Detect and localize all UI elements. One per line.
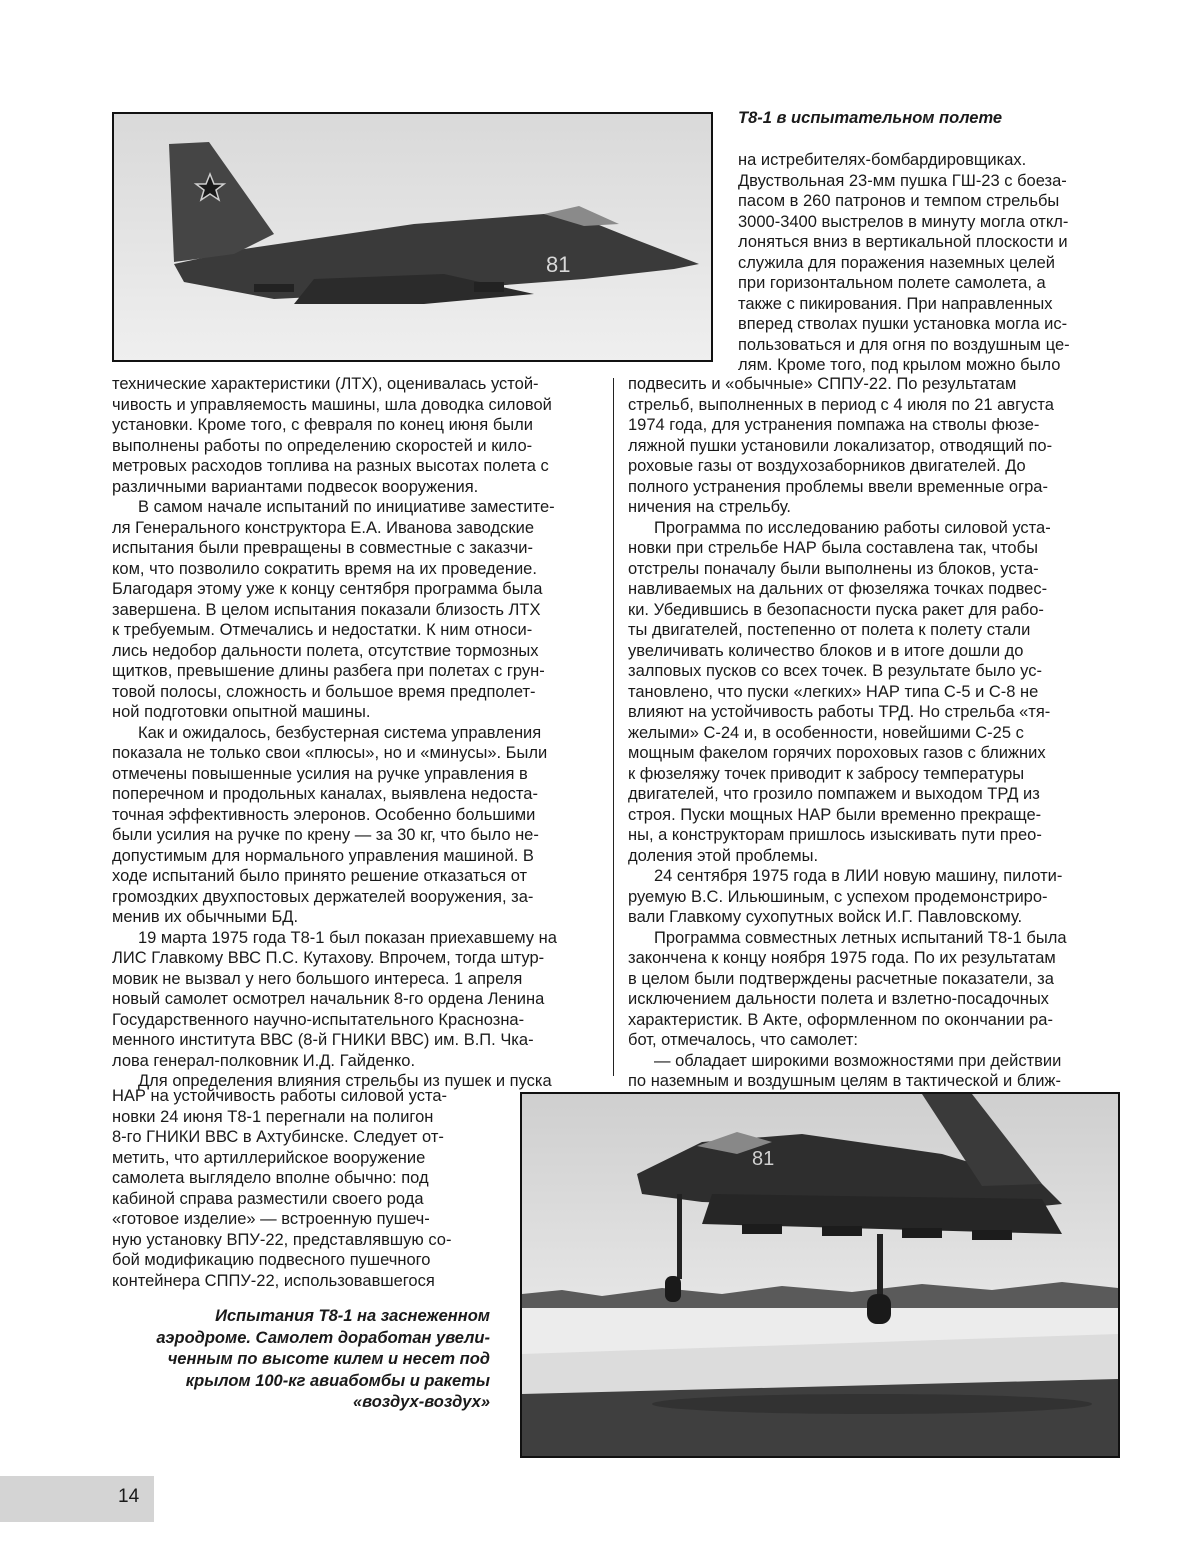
right-para-2-line: тановлено, что пуски «легких» НАР типа С-5 и С-8 не bbox=[628, 682, 1039, 701]
column-divider bbox=[613, 378, 614, 1076]
left-para-4-line: Государственного научно-испытательного Краснозна- bbox=[112, 1010, 525, 1029]
right-para-2-line: доления этой проблемы. bbox=[628, 846, 819, 865]
left-para-4-line: новый самолет осмотрел начальник 8-го ордена Ленина bbox=[112, 990, 545, 1008]
left-para-4-line: мовик не вызвал у него большого интереса. 1 апреля bbox=[112, 969, 523, 988]
right-para-4-line: закончена к концу ноября 1975 года. По их результатам bbox=[628, 949, 1056, 967]
left-para-1-line: различными вариантами подвесок вооружения. bbox=[112, 477, 479, 496]
left-para-3-line: ходе испытаний было принято решение отказаться от bbox=[112, 867, 528, 885]
left-para-2-line: к требуемым. Отмечались и недостатки. К ним относи- bbox=[112, 621, 533, 639]
right-para-2-line: отстрелы поначалу были выполнены из блоков, уста- bbox=[628, 559, 1039, 578]
left-para-3-line: громоздких двухпостовых держателей вооружения, за- bbox=[112, 887, 534, 906]
right-para-4-line: в целом были подтверждены расчетные показатели, за bbox=[628, 969, 1054, 988]
right-top-line: на истребителях-бомбардировщиках. bbox=[738, 151, 1027, 169]
left-para-3-line: показала не только свои «плюсы», но и «минусы». Были bbox=[112, 744, 548, 762]
right-para-5-line: — обладает широкими возможностями при действии bbox=[654, 1051, 1062, 1070]
right-para-2-line: двигателей, что грозило помпажем и выходом ТРД из bbox=[628, 785, 1040, 803]
right-top-line: вперед стволах пушки установка могла ис- bbox=[738, 315, 1068, 333]
right-para-4-line: характеристик. В Акте, оформленном по окончании ра- bbox=[628, 1010, 1053, 1029]
right-top-text bbox=[738, 150, 1116, 376]
left-column-text bbox=[112, 374, 599, 1092]
left-para-2-line: ной подготовки опытной машины. bbox=[112, 703, 371, 721]
right-para-3-line: вали Главкому сухопутных войск И.Г. Павловскому. bbox=[628, 908, 1023, 926]
left-para-1-line: метровых расходов топлива на разных высотах полета с bbox=[112, 457, 549, 475]
left-bottom-text bbox=[112, 1086, 490, 1291]
right-para-2-line: навливаемых на дальних от фюзеляжа точках подвес- bbox=[628, 580, 1048, 598]
left-para-5-line: Для определения влияния стрельбы из пушек и пуска bbox=[138, 1072, 552, 1090]
left-bottom-line: 8-го ГНИКИ ВВС в Ахтубинске. Следует от- bbox=[112, 1128, 444, 1146]
left-bottom-line: новки 24 июня Т8-1 перегнали на полигон bbox=[112, 1107, 434, 1126]
left-bottom-line: ную установку ВПУ-22, представлявшую со- bbox=[112, 1230, 452, 1249]
right-para-3-line: 24 сентября 1975 года в ЛИИ новую машину, пилоти- bbox=[654, 867, 1063, 885]
left-bottom-line: «готовое изделие» — встроенную пушеч- bbox=[112, 1210, 430, 1228]
left-para-4-line: ЛИС Главкому ВВС П.С. Кутахову. Впрочем, тогда штур- bbox=[112, 949, 545, 967]
left-para-4-line: лова генерал-полковник И.Д. Гайденко. bbox=[112, 1051, 416, 1070]
left-para-2-line: товой полосы, сложность и большое время предполет- bbox=[112, 682, 536, 701]
left-bottom-line: бой модификацию подвесного пушечного bbox=[112, 1251, 431, 1269]
left-para-2-line: ком, что позволило сократить время на их проведение. bbox=[112, 559, 537, 578]
left-bottom-line: метить, что артиллерийское вооружение bbox=[112, 1148, 426, 1167]
right-top-line: также с пикирования. При направленных bbox=[738, 294, 1053, 313]
photo-bottom-caption-line: «воздух-воздух» bbox=[352, 1393, 490, 1411]
left-bottom-line: кабиной справа разместили своего рода bbox=[112, 1189, 424, 1208]
right-column-text bbox=[628, 374, 1116, 1092]
right-para-2-line: желыми» С-24 и, в особенности, новейшими С-25 с bbox=[628, 723, 1024, 742]
left-para-1-line: чивость и управляемость машины, шла доводка силовой bbox=[112, 395, 552, 414]
right-para-2-line: ки. Убедившись в безопасности пуска ракет для рабо- bbox=[628, 600, 1044, 619]
right-para-2-line: к фюзеляжу точек приводит к забросу температуры bbox=[628, 764, 1025, 783]
right-para-1-line: полного устранения проблемы ввели временные огра- bbox=[628, 477, 1048, 496]
right-para-2-line: влияют на устойчивость работы ТРД. Но стрельба «тя- bbox=[628, 703, 1051, 721]
left-para-2-line: В самом начале испытаний по инициативе заместите- bbox=[138, 498, 555, 516]
left-para-1-line: выполнены работы по определению скоростей и кило- bbox=[112, 436, 533, 455]
right-top-line: служила для поражения наземных целей bbox=[738, 253, 1055, 272]
page-number: 14 bbox=[118, 1486, 140, 1507]
right-top-line: при горизонтальном полете самолета, а bbox=[738, 274, 1046, 292]
left-bottom-line: самолета выглядело вполне обычно: под bbox=[112, 1169, 429, 1187]
right-para-2-line: мощным факелом горячих пороховых газов с ближних bbox=[628, 744, 1046, 762]
right-top-line: Двуствольная 23-мм пушка ГШ-23 с боеза- bbox=[738, 171, 1067, 190]
left-para-3-line: допустимым для нормального управления машиной. В bbox=[112, 846, 534, 865]
right-top-line: 3000-3400 выстрелов в минуту могла откл- bbox=[738, 212, 1069, 231]
right-para-1-line: стрельб, выполненных в период с 4 июля по 21 августа bbox=[628, 395, 1054, 414]
photo-top-caption: Т8-1 в испытательном полете bbox=[738, 109, 1003, 127]
left-para-3-line: точная эффективность элеронов. Особенно большими bbox=[112, 805, 536, 824]
right-para-1-line: ничения на стрельбу. bbox=[628, 498, 791, 516]
right-top-line: пасом в 260 патронов и темпом стрельбы bbox=[738, 192, 1060, 210]
left-para-2-line: щитков, превышение длины разбега при полетах с грун- bbox=[112, 662, 545, 680]
right-para-4-line: бот, отмечалось, что самолет: bbox=[628, 1031, 858, 1049]
left-para-2-line: испытания были превращены в совместные с заказчи- bbox=[112, 539, 533, 557]
right-para-2-line: ты двигателей, постепенно от полета к полету стали bbox=[628, 621, 1031, 639]
left-para-1-line: технические характеристики (ЛТХ), оценивалась устой- bbox=[112, 375, 539, 393]
left-para-3-line: менив их обычными БД. bbox=[112, 908, 299, 926]
photo-bottom-caption bbox=[112, 1306, 490, 1414]
photo-bottom-caption-line: ченным по высоте килем и несет под bbox=[167, 1350, 490, 1368]
right-para-4-line: Программа совместных летных испытаний Т8-1 была bbox=[654, 928, 1067, 947]
photo-bottom-caption-line: аэродроме. Самолет доработан увели- bbox=[156, 1328, 490, 1347]
right-para-4-line: исключением дальности полета и взлетно-посадочных bbox=[628, 990, 1049, 1008]
left-para-3-line: были усилия на ручке по крену — за 30 кг, что было не- bbox=[112, 826, 539, 844]
left-para-2-line: Благодаря этому уже к концу сентября программа была bbox=[112, 580, 543, 598]
right-para-1-line: подвесить и «обычные» СППУ-22. По результатам bbox=[628, 375, 1017, 393]
right-para-5-line: по наземным и воздушным целям в тактической и ближ- bbox=[628, 1072, 1061, 1090]
right-para-2-line: увеличивать количество блоков и в итоге дошли до bbox=[628, 641, 1024, 660]
left-para-2-line: лись недобор дальности полета, отсутствие тормозных bbox=[112, 641, 539, 660]
right-top-line: лям. Кроме того, под крылом можно было bbox=[738, 356, 1061, 374]
left-para-3-line: Как и ожидалось, безбустерная система управления bbox=[138, 723, 542, 742]
right-para-1-line: 1974 года, для устранения помпажа на стволы фюзе- bbox=[628, 416, 1040, 434]
photo-bottom-caption-line: крылом 100-кг авиабомбы и ракеты bbox=[185, 1371, 490, 1390]
tail-number-bottom: 81 bbox=[752, 1148, 775, 1170]
right-top-line: лоняться вниз в вертикальной плоскости и bbox=[738, 233, 1068, 251]
right-para-3-line: руемую В.С. Ильюшиным, с успехом продемонстриро- bbox=[628, 887, 1048, 906]
left-para-2-line: завершена. В целом испытания показали близость ЛТХ bbox=[112, 600, 541, 619]
photo-aircraft-in-flight bbox=[112, 112, 713, 362]
right-para-2-line: залповых пусков со всех точек. В результате было ус- bbox=[628, 662, 1042, 680]
right-para-1-line: ляжной пушки установили локализатор, отводящий по- bbox=[628, 436, 1053, 455]
right-para-1-line: роховые газы от воздухозаборников двигателей. До bbox=[628, 457, 1026, 475]
photo-bottom-caption-line: Испытания Т8-1 на заснеженном bbox=[215, 1307, 490, 1325]
right-top-line: пользоваться и для огня по воздушным це- bbox=[738, 335, 1070, 354]
right-para-2-line: новки при стрельбе НАР была составлена так, чтобы bbox=[628, 539, 1038, 557]
left-para-4-line: менного института ВВС (8-й ГНИКИ ВВС) им. В.П. Чка- bbox=[112, 1031, 534, 1049]
left-para-1-line: установки. Кроме того, с февраля по конец июня были bbox=[112, 416, 533, 434]
left-para-2-line: ля Генерального конструктора Е.А. Иванова заводские bbox=[112, 518, 534, 537]
right-para-2-line: ны, а конструкторам пришлось изыскивать пути прео- bbox=[628, 826, 1042, 844]
right-para-2-line: Программа по исследованию работы силовой уста- bbox=[654, 518, 1051, 537]
photo-aircraft-on-snowy-airfield bbox=[520, 1092, 1120, 1458]
left-para-3-line: отмечены повышенные усилия на ручке управления в bbox=[112, 764, 528, 783]
right-para-2-line: строя. Пуски мощных НАР были временно прекраще- bbox=[628, 805, 1042, 824]
left-para-4-line: 19 марта 1975 года Т8-1 был показан приехавшему на bbox=[138, 928, 557, 947]
left-bottom-line: контейнера СППУ-22, использовавшегося bbox=[112, 1271, 435, 1290]
tail-number-top: 81 bbox=[546, 252, 571, 277]
left-bottom-line: НАР на устойчивость работы силовой уста- bbox=[112, 1087, 448, 1105]
left-para-3-line: поперечном и продольных каналах, выявлена недоста- bbox=[112, 785, 538, 803]
